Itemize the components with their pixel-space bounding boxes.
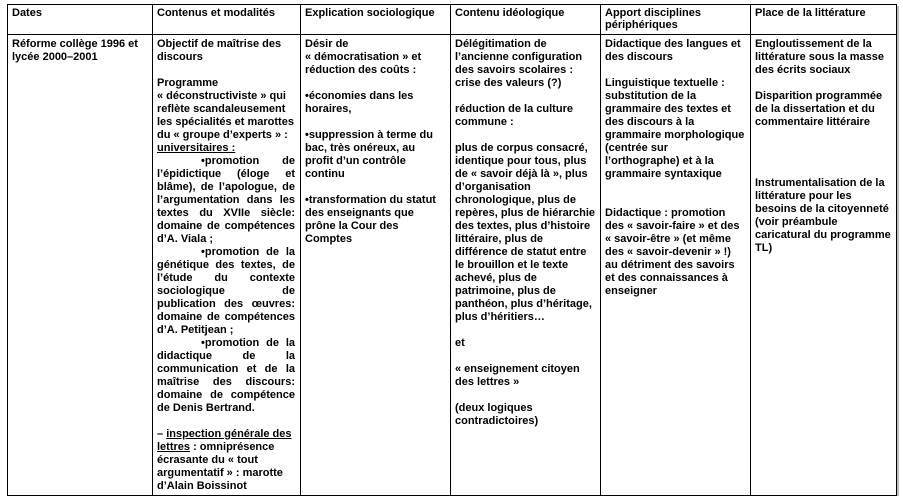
contenus-universitaires [157,142,295,155]
contenus-objectif: Objectif de maîtrise des discours [157,38,282,63]
column-header-litterature: Place de la littérature [751,5,897,35]
header-row [8,5,897,35]
cell-dates [8,35,153,496]
litterature-instrumentalisation: Instrumentalisation de la littérature pour les besoins de la citoyenneté (voir préambule caricatural du programme TL) [755,177,891,254]
column-header-dates: Dates [8,5,153,35]
ideologique-et: et [455,337,465,349]
litterature-engloutissement: Engloutissement de la littérature sous la masse des écrits sociaux [755,38,885,76]
cell-ideologique [451,35,601,496]
cell-contenus [153,35,301,496]
dates-text: Réforme collège 1996 et lycée 2000–2001 [12,38,138,63]
ideologique-plus-de: plus de corpus consacré, identique pour tous, plus de « savoir déjà là », plus d’organisation chronologique, plus de repères, plus de hiérarchie des textes, plus d’histoire littéraire, plus de différence de statut entre le brouillon et le texte achevé, plus de patrimoine, plus de panthéon, plus d’héritage, plus d’héritiers… [455,142,596,323]
contenus-inspection [157,428,295,493]
underlined-text: inspection générale des lettres [157,428,292,453]
litterature-disparition: Disparition programmée de la dissertation et du commentaire littéraire [755,90,883,128]
cell-litterature [751,35,897,496]
contenus-programme: Programme « déconstructiviste » qui reflète scandaleusement les spécialités et marottes du « groupe d’experts » : [157,77,294,141]
explication-intro: Désir de « démocratisation » et réduction des coûts : [305,38,422,76]
column-header-explication: Explication sociologique [301,5,451,35]
explication-bullet-economies: •économies dans les horaires, [305,90,414,115]
data-row [8,35,897,496]
programmes-analysis-table [7,4,897,496]
contenus-bullet-didactique: •promotion de la didactique de la communication et de la maîtrise des discours: domaine de compétence de Denis Bertrand. [157,337,295,414]
contenus-bullet-genetique: •promotion de la génétique des textes, de l’étude du contexte sociologique de publication des œuvres: domaine de compétences d’A. Petitjean ; [157,246,295,336]
apports-didactique-promotion: Didactique : promotion des « savoir-faire » et des « savoir-être » (et même des « savoir-devenir » !) au détriment des savoirs et des connaissances à enseigner [605,207,740,297]
contenus-bullet-epidictique: •promotion de l’épidictique (éloge et blâme), de l’apologue, de l’argumentation dans les textes du XVIIe siècle: domaine de compétences d’A. Viala ; [157,155,295,245]
explication-bullet-suppression: •suppression à terme du bac, très onéreux, au profit d’un contrôle continu [305,129,433,180]
ideologique-deux-logiques: (deux logiques contradictoires) [455,402,539,427]
dash-prefix: – [157,428,167,440]
column-header-apports: Apport disciplines périphériques [601,5,751,35]
apports-didactique-langues: Didactique des langues et des discours [605,38,741,63]
apports-linguistique: Linguistique textuelle : substitution de la grammaire des textes et des discours à la grammaire morphologique (centrée sur l’orthographe) et à la grammaire syntaxique [605,77,745,180]
ideologique-enseignement-citoyen: « enseignement citoyen des lettres » [455,363,580,388]
explication-bullet-transformation: •transformation du statut des enseignants que prône la Cour des Comptes [305,194,436,245]
ideologique-delegitimation: Délégitimation de l’ancienne configuration des savoirs scolaires : crise des valeurs (?) [455,38,583,89]
cell-apports [601,35,751,496]
inspection-rest: : omniprésence écrasante du « tout argumentatif » : marotte d’Alain Boissinot [157,441,283,492]
cell-explication [301,35,451,496]
column-header-contenus: Contenus et modalités [153,5,301,35]
underlined-text: universitaires : [157,142,236,154]
ideologique-reduction: réduction de la culture commune : [455,103,573,128]
column-header-ideologique: Contenu idéologique [451,5,601,35]
